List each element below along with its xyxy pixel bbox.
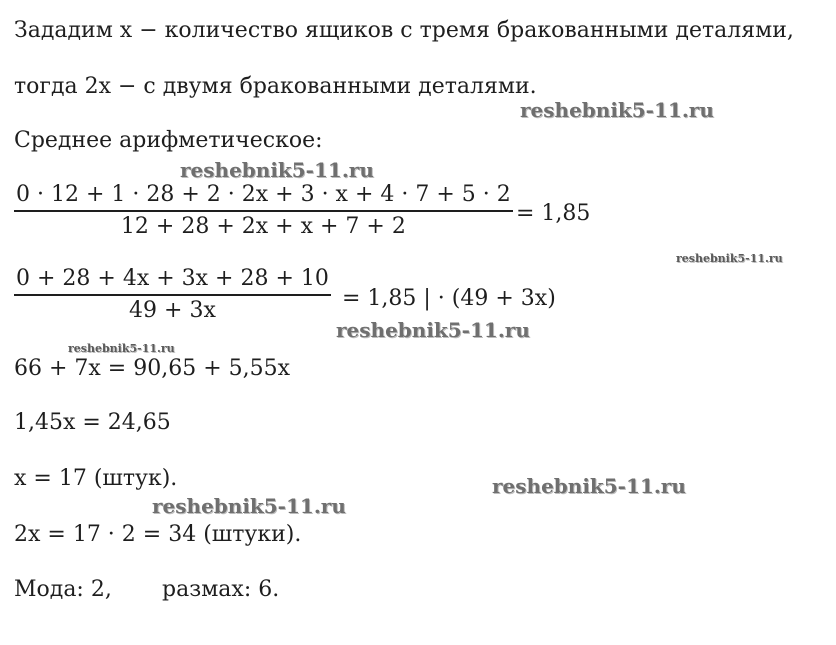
line-equation-2: 1,45x = 24,65 — [14, 410, 171, 435]
fraction-2-rhs: = 1,85 | · (49 + 3x) — [342, 286, 556, 311]
line-mode: Мода: 2, — [14, 577, 112, 602]
watermark: reshebnik5-11.ru — [336, 318, 530, 342]
fraction-2-bar — [14, 294, 331, 296]
watermark: reshebnik5-11.ru — [152, 494, 346, 518]
watermark: reshebnik5-11.ru — [520, 98, 714, 122]
fraction-2-numerator: 0 + 28 + 4x + 3x + 28 + 10 — [16, 266, 329, 291]
watermark: reshebnik5-11.ru — [676, 252, 783, 265]
fraction-1 — [14, 182, 513, 239]
line-define-x: Зададим x − количество ящиков с тремя бракованными деталями, — [14, 18, 794, 43]
fraction-2 — [14, 266, 331, 323]
line-mean-heading: Среднее арифметическое: — [14, 128, 323, 153]
line-range: размах: 6. — [162, 577, 280, 602]
line-define-2x: тогда 2x − с двумя бракованными деталями. — [14, 74, 537, 99]
fraction-1-denominator: 12 + 28 + 2x + x + 7 + 2 — [120, 213, 406, 239]
line-equation-1: 66 + 7x = 90,65 + 5,55x — [14, 356, 291, 381]
watermark: reshebnik5-11.ru — [492, 474, 686, 498]
fraction-1-bar — [14, 210, 513, 212]
watermark: reshebnik5-11.ru — [180, 158, 374, 182]
line-solution-x: x = 17 (штук). — [14, 466, 178, 491]
watermark: reshebnik5-11.ru — [68, 342, 175, 355]
fraction-1-rhs: = 1,85 — [516, 201, 591, 226]
fraction-1-numerator: 0 · 12 + 1 · 28 + 2 · 2x + 3 · x + 4 · 7 + 5 · 2 — [16, 182, 511, 207]
line-solution-2x: 2x = 17 · 2 = 34 (штуки). — [14, 522, 302, 547]
fraction-2-denominator: 49 + 3x — [129, 297, 216, 323]
